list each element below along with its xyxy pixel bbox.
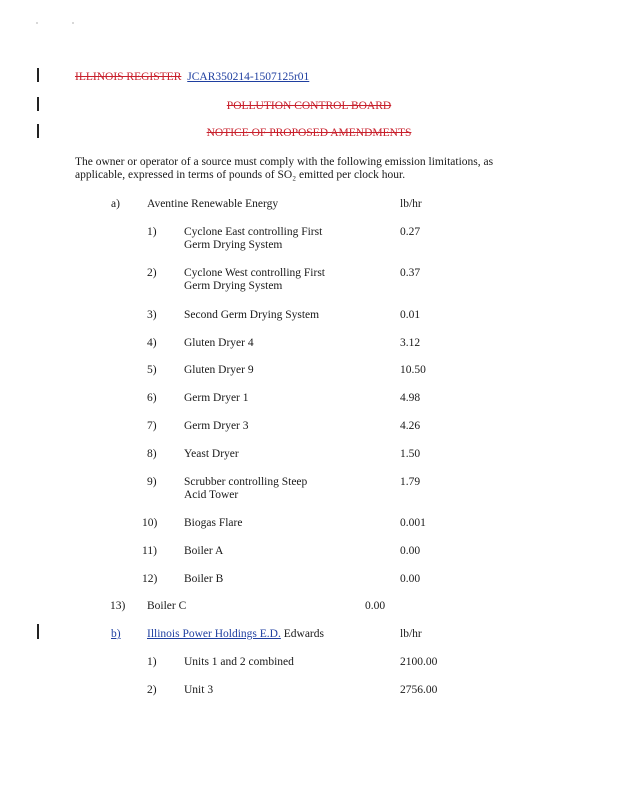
item-value: 0.37: [400, 267, 421, 279]
register-header: [75, 71, 309, 83]
section-b-unit: lb/hr: [400, 628, 422, 640]
item-13-value: 0.00: [365, 600, 386, 612]
item-number: 5): [147, 364, 157, 376]
item-13-number: 13): [110, 600, 126, 612]
item-value: 3.12: [400, 337, 421, 349]
item-value: 0.00: [400, 545, 421, 557]
section-b-name: [147, 628, 324, 640]
intro-line-2: applicable, expressed in terms of pounds of SO₂ emitted per clock hour.: [75, 169, 406, 181]
item-value: 4.26: [400, 420, 421, 432]
intro-line-1: The owner or operator of a source must comply with the following emission limitations, as: [75, 156, 494, 168]
item-number: 6): [147, 392, 157, 404]
item-13-label: Boiler C: [147, 600, 187, 612]
scan-speck: [36, 22, 38, 24]
item-number: 4): [147, 337, 157, 349]
item-label: Boiler A: [184, 545, 224, 557]
item-label-cont: Germ Drying System: [184, 280, 283, 292]
board-name: POLLUTION CONTROL BOARD: [226, 100, 392, 112]
section-b-letter: b): [111, 628, 121, 640]
section-a-letter: a): [111, 198, 120, 210]
register-title-struck: ILLINOIS REGISTER: [75, 71, 182, 83]
item-number: 12): [142, 573, 158, 585]
item-number: 2): [147, 684, 157, 696]
item-number: 2): [147, 267, 157, 279]
section-a-unit: lb/hr: [400, 198, 422, 210]
item-value: 0.01: [400, 309, 421, 321]
item-number: 9): [147, 476, 157, 488]
item-label: Germ Dryer 3: [184, 420, 249, 432]
item-number: 10): [142, 517, 158, 529]
item-value: 0.001: [400, 517, 426, 529]
section-b-name-rest: Edwards: [280, 628, 324, 640]
change-bar: [37, 624, 39, 639]
section-a-name: Aventine Renewable Energy: [147, 198, 279, 210]
item-label: Units 1 and 2 combined: [184, 656, 294, 668]
item-label-cont: Germ Drying System: [184, 239, 283, 251]
change-bar: [37, 68, 39, 82]
item-number: 8): [147, 448, 157, 460]
item-label: Biogas Flare: [184, 517, 243, 529]
item-value: 0.27: [400, 226, 421, 238]
item-label: Scrubber controlling Steep: [184, 476, 308, 488]
item-label: Cyclone East controlling First: [184, 226, 323, 238]
item-number: 1): [147, 226, 157, 238]
item-value: 1.79: [400, 476, 421, 488]
notice-title: NOTICE OF PROPOSED AMENDMENTS: [206, 127, 412, 139]
item-number: 3): [147, 309, 157, 321]
item-value: 10.50: [400, 364, 426, 376]
item-label: Gluten Dryer 9: [184, 364, 254, 376]
section-b-name-inserted: Illinois Power Holdings E.D.: [147, 628, 281, 640]
item-number: 11): [142, 545, 157, 557]
item-label: Boiler B: [184, 573, 224, 585]
item-label: Yeast Dryer: [184, 448, 239, 460]
item-label: Gluten Dryer 4: [184, 337, 254, 349]
item-value: 2100.00: [400, 656, 438, 668]
item-value: 2756.00: [400, 684, 438, 696]
item-number: 7): [147, 420, 157, 432]
item-value: 4.98: [400, 392, 421, 404]
item-label: Germ Dryer 1: [184, 392, 249, 404]
item-label-cont: Acid Tower: [184, 489, 239, 501]
item-label: Unit 3: [184, 684, 214, 696]
item-number: 1): [147, 656, 157, 668]
item-value: 1.50: [400, 448, 421, 460]
jcar-code-inserted: JCAR350214-1507125r01: [187, 71, 310, 83]
scan-speck: [72, 22, 74, 24]
item-value: 0.00: [400, 573, 421, 585]
item-label: Second Germ Drying System: [184, 309, 320, 321]
item-label: Cyclone West controlling First: [184, 267, 326, 279]
